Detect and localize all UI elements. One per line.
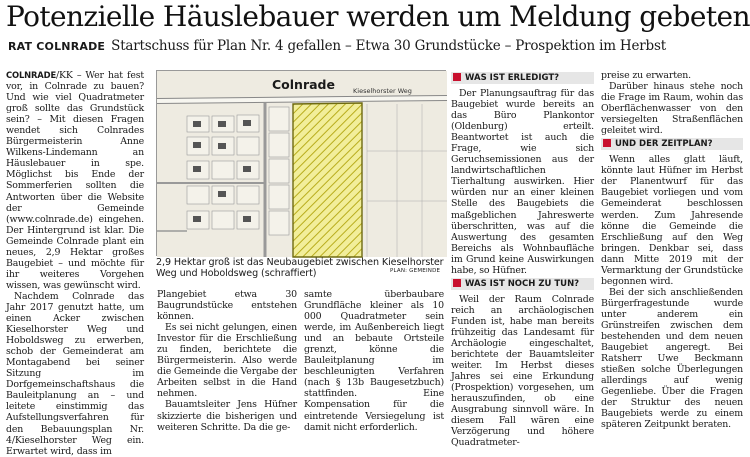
section-heading [451, 72, 594, 84]
paragraph: Bauamtsleiter Jens Hüfner skizzierte die bisherigen und weiteren Schritte. Da die ge- [157, 399, 297, 433]
article-column-3 [304, 289, 444, 433]
paragraph: Wenn alles glatt läuft, könnte laut Hüfner im Herbst der Planentwurf für das Baugebiet vorliegen und vom Gemeinderat beschlossen werden. Zum Jahresende könne die Gemeinde die Erschließung auf den Weg bringen. Denkbar sei, dass dann Mitte 2019 mit der Vermarktung der Grundstücke begonnen wird. [601, 154, 743, 287]
section-heading-text: UND DER ZEITPLAN? [615, 139, 713, 150]
dateline-location: COLNRADE [6, 70, 57, 80]
site-plan-map [156, 70, 446, 256]
map-drawing [157, 71, 447, 257]
paragraph: preise zu erwarten. [601, 70, 691, 81]
map-street-label: Kieselhorster Weg [353, 87, 412, 95]
paragraph: Plangebiet etwa 30 Baugrundstücke entstehen können. [157, 289, 297, 323]
map-caption: 2,9 Hektar groß ist das Neubaugebiet zwischen Kieselhorster Weg und Hoboldsweg (schraffiert) [156, 257, 444, 280]
map-place-label: Colnrade [272, 77, 335, 92]
paragraph: Nachdem Colnrade das Jahr 2017 genutzt hatte, um einen Acker zwischen Kieselhorster Weg und Hoboldsweg zu erwerben, schob der Gemeinderat am Montagabend bei seiner Sitzung im Dorfgemeinschaftshaus die Bauleitplanung an – und leitete einstimmig das Aufstellungsverfahren für den Bebauungsplan Nr. 4/Kieselhorster Weg ein. Erwartet wird, dass im [6, 290, 144, 457]
paragraph: Der Planungsauftrag für das Baugebiet wurde bereits an das Büro Plankontor (Oldenburg) erteilt. Beantwortet ist auch die Frage, wie sich Geruchsemissionen aus der landwirtschaftlichen Tierhaltung auswirken. Hier würden nur an einer kleinen Stelle des Baugebiets die maßgeblichen Jahreswerte überschritten, was auf die Auswertung des gesamten Bereichs als Wohnbaufläche im Grund keine Auswirkungen habe, so Hüfner. [451, 88, 594, 276]
subline [8, 37, 748, 56]
red-square-icon [453, 73, 461, 81]
map-credit: PLAN: GEMEINDE [390, 268, 441, 274]
headline: Potenzielle Häuslebauer werden um Meldung gebeten [6, 0, 750, 33]
article-column-5 [601, 70, 743, 430]
subline-text: Startschuss für Plan Nr. 4 gefallen – Etwa 30 Grundstücke – Prospektion im Herbst [111, 38, 666, 54]
article-column-4 [451, 70, 594, 448]
red-square-icon [453, 279, 461, 287]
section-heading-text: WAS IST ERLEDIGT? [465, 73, 560, 83]
paragraph [6, 70, 144, 291]
section-heading [451, 278, 594, 290]
paragraph: Darüber hinaus stehe noch die Frage im Raum, wohin das Oberflächenwasser von den versiegelten Straßenflächen geleitet wird. [601, 81, 743, 137]
paragraph: samte überbaubare Grundfläche kleiner als 10 000 Quadratmeter sein werde, im Außenbereich liegt und an bebaute Ortsteile grenzt, könne die Bauleitplanung im beschleunigten Verfahren (nach § 13b Baugesetzbuch) stattfinden. Eine Kompensation für die eintretende Versiegelung ist damit nicht erforderlich. [304, 289, 444, 433]
article-column-1 [6, 70, 144, 457]
section-heading [601, 138, 743, 150]
red-square-icon [603, 139, 611, 147]
paragraph: Weil der Raum Colnrade reich an archäologischen Funden ist, habe man bereits frühzeitig das Landesamt für Archäologie eingeschaltet, berichtete der Bauamtsleiter weiter. Im Herbst dieses Jahres sei eine Erkundung (Prospektion) vorgesehen, um herauszufinden, ob eine Ausgrabung sinnvoll wäre. In diesem Fall wären eine Verzögerung und höhere Quadratmeter- [451, 293, 594, 449]
paragraph: Bei der sich anschließenden Bürgerfragestunde wurde unter anderem ein Grünstreifen zwischen dem bestehenden und dem neuen Baugebiet angeregt. Bei Ratsherr Uwe Beckmann stießen solche Überlegungen allerdings auf wenig Gegenliebe. Über die Fragen der Struktur des neuen Baugebiets werde zu einem späteren Zeitpunkt beraten. [601, 286, 743, 431]
paragraph-text: /KK – Wer hat fest vor, in Colnrade zu bauen? Und wie viel Quadratmeter groß sollte das Grundstück sein? – Mit diesen Fragen wendet sich Colnrades Bürgermeisterin Anne Wilkens-Lindemann an Häuslebauer in spe. Möglichst bis Ende der Sommerferien sollten die Antworten über die Website der Gemeinde (www.colnrade.de) eingehen. Der Hintergrund ist klar. Die Gemeinde Colnrade plant ein neues, 2,9 Hektar großes Baugebiet – und möchte für ihr weiteres Vorgehen wissen, was gewünscht wird. [6, 70, 144, 291]
paragraph: Es sei nicht gelungen, einen Investor für die Erschließung zu finden, berichtete die Bürgermeisterin. Also werde die Gemeinde die Vergabe der Arbeiten selbst in die Hand nehmen. [157, 322, 297, 400]
subline-tag: RAT COLNRADE [8, 40, 106, 53]
section-heading-text: WAS IST NOCH ZU TUN? [465, 278, 580, 289]
article-column-2 [157, 289, 297, 433]
